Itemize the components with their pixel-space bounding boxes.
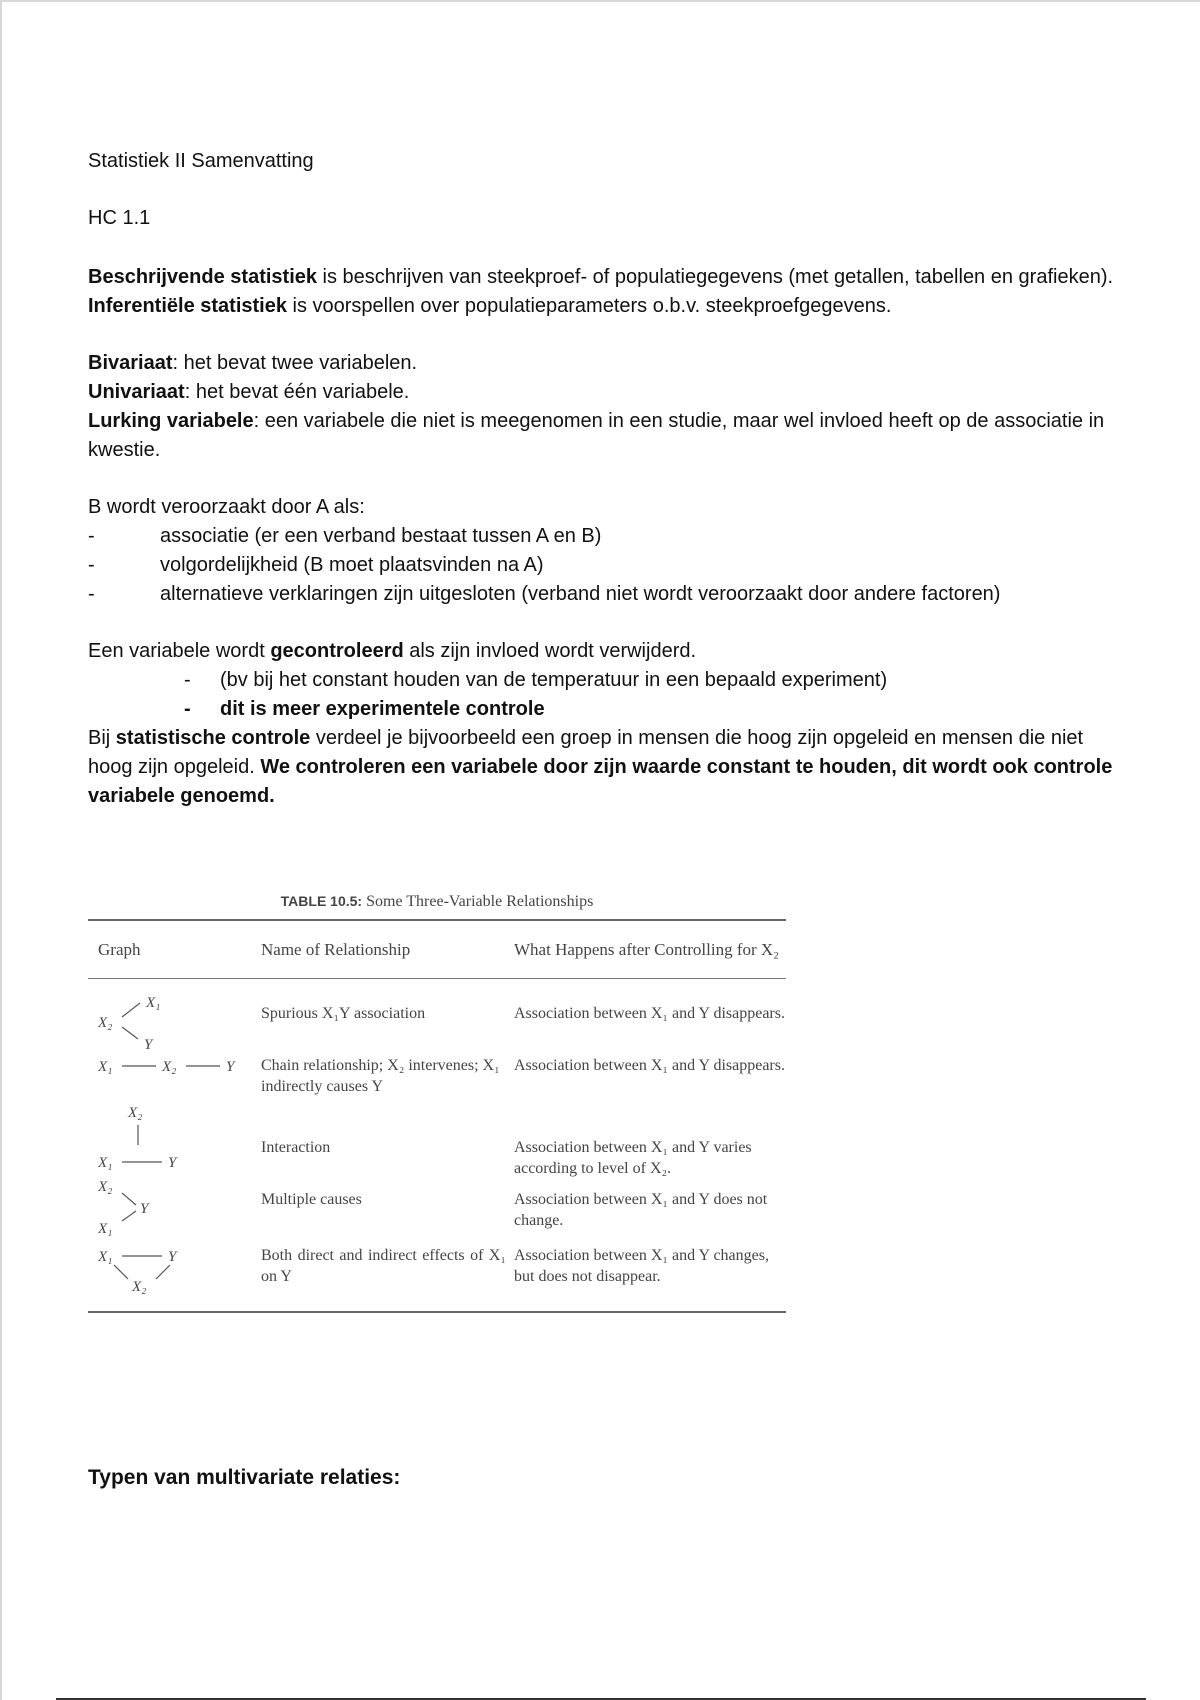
svg-text:Y: Y [144, 1037, 153, 1053]
spurious-diagram [98, 993, 258, 1053]
relationship-effect: Association between X₁ and Y disappears. [514, 1005, 785, 1022]
svg-text:Y: Y [140, 1201, 149, 1217]
definition-lurking: Lurking variabele: een variabele die niet is meegenomen in een studie, maar wel invloed heeft op de associatie in kwestie. [88, 410, 1105, 461]
svg-text:X₁: X₁ [98, 1059, 113, 1075]
relationship-effect: Association between X₁ and Y disappears. [514, 1057, 785, 1074]
table-title: TABLE 10.5: Some Three-Variable Relationships [280, 893, 594, 910]
paragraph-inferential: Inferentiële statistiek is voorspellen over populatieparameters o.b.v. steekproefgegevens. [88, 295, 892, 317]
svg-text:X₂: X₂ [162, 1059, 177, 1075]
graph-direct-indirect [88, 1245, 261, 1301]
svg-text:Y: Y [226, 1059, 235, 1075]
graph-chain [88, 1055, 261, 1085]
direct-indirect-diagram [98, 1245, 258, 1301]
causality-intro: B wordt veroorzaakt door A als: [88, 496, 365, 518]
header-after-control: What Happens after Controlling for X₂ [514, 939, 780, 959]
list-item: - alternatieve verklaringen zijn uitgesloten (verband niet wordt veroorzaakt door andere factoren) [88, 583, 1001, 605]
section-multivariate: Typen van multivariate relaties: [88, 1466, 401, 1489]
svg-text:Y: Y [168, 1155, 177, 1171]
table-header [88, 921, 786, 978]
relationship-name: Spurious X₁Y association [261, 1005, 426, 1022]
svg-text:X₂: X₂ [128, 1105, 143, 1121]
list-item: - associatie (er een verband bestaat tussen A en B) [88, 525, 602, 547]
svg-text:X₁: X₁ [146, 995, 161, 1011]
table-row [88, 1245, 786, 1311]
list-item: - dit is meer experimentele controle [184, 698, 545, 720]
graph-spurious [88, 993, 261, 1053]
table-row [88, 1099, 786, 1177]
header-graph: Graph [98, 939, 141, 959]
table-row [88, 1177, 786, 1245]
page-border-left [0, 0, 2, 1700]
document-body [88, 147, 1128, 811]
chain-diagram [98, 1055, 258, 1085]
list-item: - volgordelijkheid (B moet plaatsvinden na A) [88, 554, 544, 576]
document-title: Statistiek II Samenvatting [88, 150, 314, 172]
table-row [88, 1055, 786, 1099]
list-item: - (bv bij het constant houden van de temperatuur in een bepaald experiment) [184, 669, 888, 691]
relationship-effect: Association between X₁ and Y does not change. [514, 1191, 768, 1229]
term-descriptive: Beschrijvende statistiek [88, 266, 317, 288]
table-row [88, 979, 786, 1055]
definition-univariate: Univariaat: het bevat één variabele. [88, 381, 410, 403]
svg-text:X₂: X₂ [98, 1179, 113, 1195]
paragraph-statistical-control: Bij statistische controle verdeel je bijvoorbeeld een groep in mensen die hoog zijn opgeleid en mensen die niet hoog zijn opgeleid. We controleren een variabele door zijn waarde constant te houden, dit wordt ook controle variabele genoemd. [88, 727, 1113, 807]
svg-text:Y: Y [168, 1249, 177, 1265]
graph-multiple-causes [88, 1177, 261, 1241]
svg-text:X₂: X₂ [132, 1279, 147, 1295]
control-intro: Een variabele wordt gecontroleerd als zijn invloed wordt verwijderd. [88, 640, 697, 662]
header-relationship: Name of Relationship [261, 939, 411, 959]
svg-text:X₁: X₁ [98, 1249, 113, 1265]
svg-text:X₁: X₁ [98, 1155, 113, 1171]
relationship-name: Multiple causes [261, 1191, 362, 1208]
section-heading: HC 1.1 [88, 207, 151, 229]
relationship-effect: Association between X₁ and Y varies according to level of X₂. [514, 1139, 752, 1177]
term-inferential: Inferentiële statistiek [88, 295, 287, 317]
paragraph-descriptive: Beschrijvende statistiek is beschrijven van steekproef- of populatiegegevens (met getallen, tabellen en grafieken). [88, 266, 1114, 288]
svg-text:X₂: X₂ [98, 1015, 113, 1031]
relationship-name: Chain relationship; X₂ intervenes; X₁ indirectly causes Y [261, 1057, 500, 1095]
graph-interaction [88, 1099, 261, 1173]
interaction-diagram [98, 1099, 258, 1173]
multiple-causes-diagram [98, 1177, 258, 1241]
svg-text:X₁: X₁ [98, 1221, 113, 1237]
relationship-name: Both direct and indirect effects of X₁ on Y [261, 1247, 506, 1285]
definition-bivariate: Bivariaat: het bevat twee variabelen. [88, 352, 418, 374]
relationship-effect: Association between X₁ and Y changes, but does not disappear. [514, 1247, 769, 1285]
three-variable-table [88, 893, 786, 1313]
relationship-name: Interaction [261, 1139, 331, 1156]
page-border [0, 0, 1200, 2]
